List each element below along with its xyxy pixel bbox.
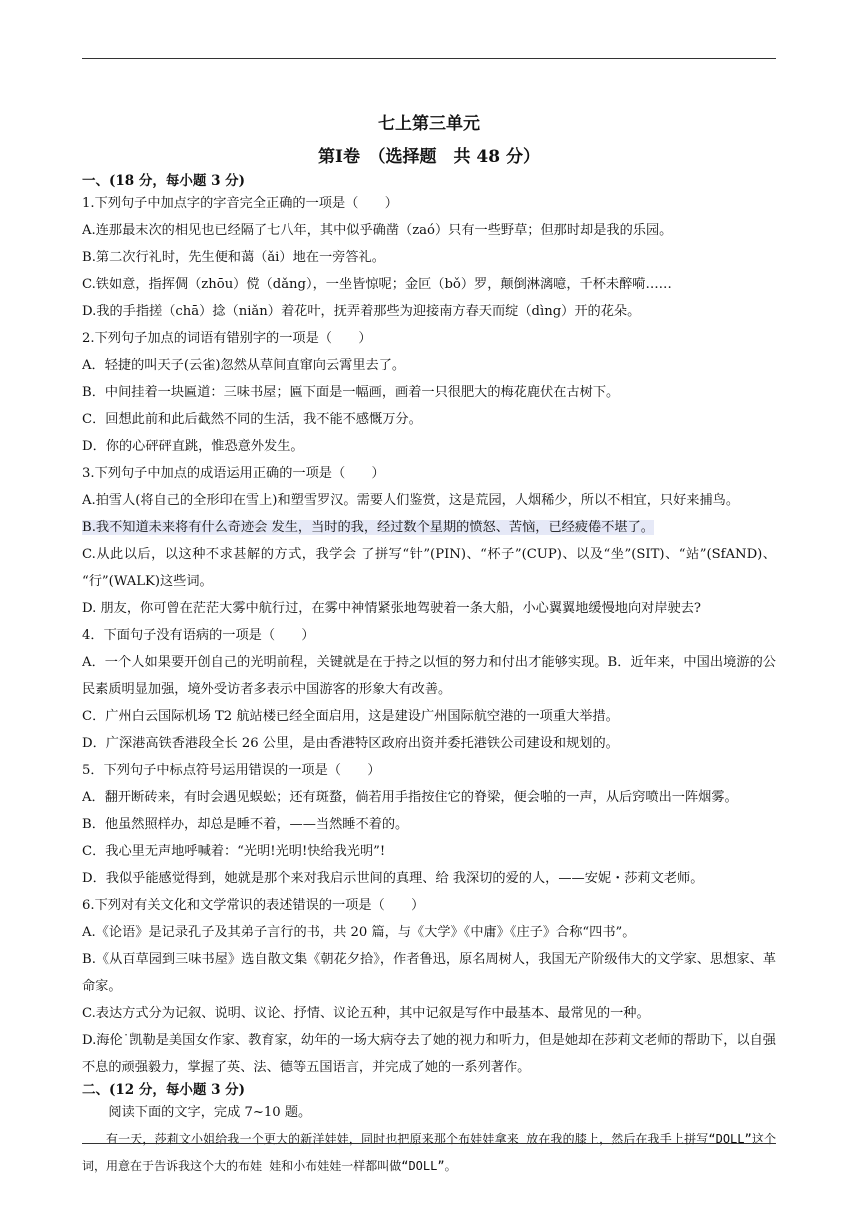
- q5-option-d: D．我似乎能感觉得到，她就是那个来对我启示世间的真理、给 我深切的爱的人，——安妮・莎莉文老师。: [82, 871, 704, 886]
- top-rule: [82, 58, 776, 59]
- q3-option-b: B.我不知道未来将有什么奇迹会 发生，当时的我，经过数个星期的愤怒、苦恼，已经疲倦不堪了。: [82, 520, 654, 535]
- q2-stem: 2.下列句子加点的词语有错别字的一项是（ ）: [82, 331, 372, 346]
- reading-passage: 有一天，莎莉文小姐给我一个更大的新洋娃娃，同时也把原来那个布娃娃拿来 放在我的膝上，然后在我手上拼写“DOLL”这个词，用意在于告诉我这个大的布娃 娃和小布娃娃一样都叫做“DOLL”。: [82, 1132, 776, 1173]
- page-subtitle: 第Ⅰ卷 （选择题 共 48 分）: [318, 147, 540, 167]
- q6-stem: 6.下列对有关文化和文学常识的表述错误的一项是（ ）: [82, 898, 425, 913]
- q1-option-b: B.第二次行礼时，先生便和蔼（ǎi）地在一旁答礼。: [82, 250, 385, 265]
- q5-option-b: B．他虽然照样办，却总是睡不着，——当然睡不着的。: [82, 817, 409, 832]
- q6-option-b: B.《从百草园到三味书屋》选自散文集《朝花夕拾》，作者鲁迅，原名周树人，我国无产阶级伟大的文学家、思想家、革命家。: [82, 952, 776, 994]
- q6-option-a: A.《论语》是记录孔子及其弟子言行的书，共 20 篇，与《大学》《中庸》《庄子》合称“四书”。: [82, 925, 636, 940]
- q5-option-a: A．翻开断砖来，有时会遇见蜈蚣；还有斑蝥，倘若用手指按住它的脊梁，便会啪的一声，从后窍喷出一阵烟雾。: [82, 790, 738, 805]
- q2-option-d: D．你的心砰砰直跳，惟恐意外发生。: [82, 439, 304, 454]
- q4-option-c: C．广州白云国际机场 T2 航站楼已经全面启用，这是建设广州国际航空港的一项重大举措。: [82, 709, 619, 724]
- q2-option-a: A．轻捷的叫天子(云雀)忽然从草间直窜向云霄里去了。: [82, 358, 406, 373]
- q5-stem: 5．下列句子中标点符号运用错误的一项是（ ）: [82, 763, 381, 778]
- section-2-heading: 二、(12 分，每小题 3 分): [82, 1082, 246, 1098]
- q1-option-a: A.连那最末次的相见也已经隔了七八年，其中似乎确凿（zaó）只有一些野草；但那时却是我的乐园。: [82, 223, 673, 238]
- q1-option-c: C.铁如意，指挥倜（zhōu）傥（dǎng），一坐皆惊呢；金叵（bǒ）罗，颠倒淋漓噫，千杯未醉嗬……: [82, 277, 672, 292]
- q4-stem: 4．下面句子没有语病的一项是（ ）: [82, 628, 315, 643]
- q3-stem: 3.下列句子中加点的成语运用正确的一项是（ ）: [82, 466, 385, 481]
- q3-option-a: A.拍雪人(将自己的全形印在雪上)和塑雪罗汉。需要人们鉴赏，这是荒园，人烟稀少，所以不相宜，只好来捕鸟。: [82, 493, 740, 508]
- q4-option-ab: A．一个人如果要开创自己的光明前程，关键就是在于持之以恒的努力和付出才能够实现。B．近年来，中国出境游的公民素质明显加强，境外受访者多表示中国游客的形象大有改善。: [82, 655, 776, 697]
- section-2-instruction: 阅读下面的文字，完成 7~10 题。: [108, 1105, 312, 1120]
- q5-option-c: C．我心里无声地呼喊着：“光明!光明!快给我光明”!: [82, 844, 386, 859]
- q1-option-d: D.我的手指搓（chā）捻（niǎn）着花叶，抚弄着那些为迎接南方春天而绽（dìng）开的花朵。: [82, 304, 641, 319]
- q3-option-c: C.从此以后，以这种不求甚解的方式，我学会 了拼写“针”(PIN)、“杯子”(CUP)、以及“坐”(SIT)、“站”(SfAND)、 “行”(WALK)这些词。: [82, 547, 776, 589]
- q3-option-d: D. 朋友，你可曾在茫茫大雾中航行过，在雾中神情紧张地驾驶着一条大船，小心翼翼地缓慢地向对岸驶去?: [82, 601, 701, 616]
- q2-option-c: C．回想此前和此后截然不同的生活，我不能不感慨万分。: [82, 412, 422, 427]
- q2-option-b: B．中间挂着一块匾道：三味书屋；匾下面是一幅画，画着一只很肥大的梅花鹿伏在古树下。: [82, 385, 620, 400]
- q1-stem: 1.下列句子中加点字的字音完全正确的一项是（ ）: [82, 196, 398, 211]
- section-1-heading: 一、(18 分，每小题 3 分): [82, 173, 246, 189]
- q6-option-c: C.表达方式分为记叙、说明、议论、抒情、议论五种，其中记叙是写作中最基本、最常见的一种。: [82, 1006, 650, 1021]
- exam-page: [82, 110, 776, 1180]
- q6-option-d: D.海伦˙凯勒是美国女作家、教育家，幼年的一场大病夺去了她的视力和听力，但是她却在莎莉文老师的帮助下，以自强不息的顽强毅力，掌握了英、法、德等五国语言，并完成了她的一系列著作。: [82, 1033, 776, 1075]
- page-title: 七上第三单元: [378, 114, 480, 134]
- bottom-rule: [82, 1143, 776, 1144]
- q4-option-d: D．广深港高铁香港段全长 26 公里，是由香港特区政府出资并委托港铁公司建设和规划的。: [82, 736, 619, 751]
